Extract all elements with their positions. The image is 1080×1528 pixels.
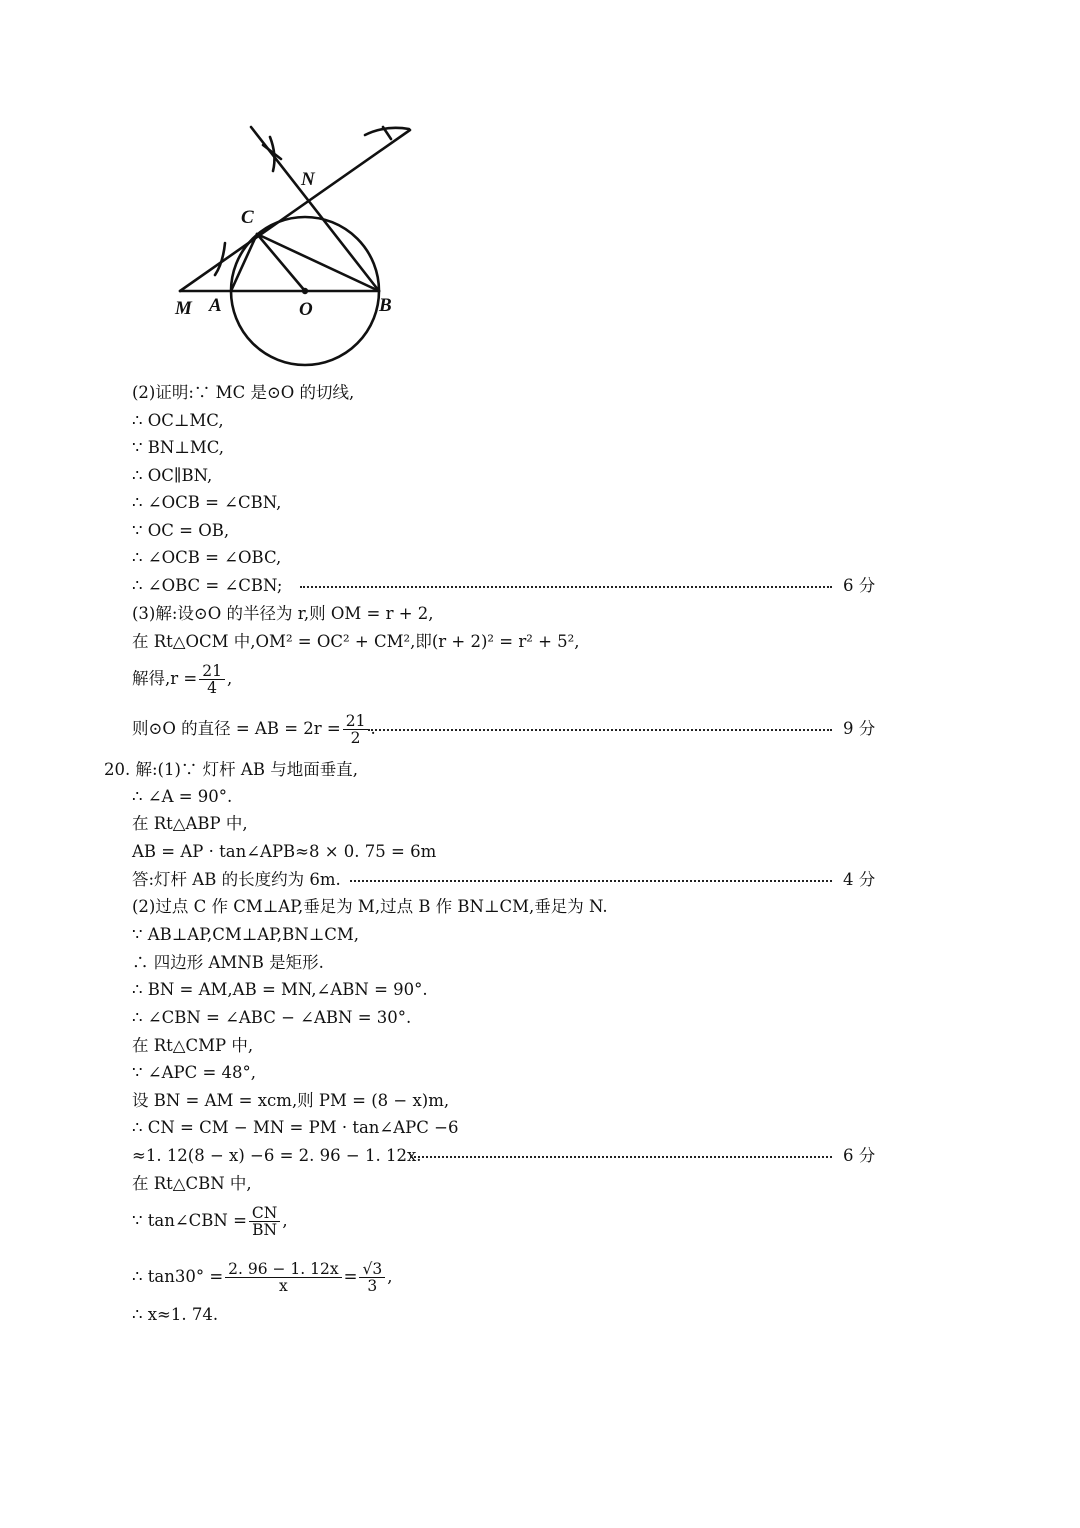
text-line (0, 1087, 1080, 1115)
fraction (249, 1205, 280, 1239)
solution-line: 在 Rt△CMP 中, (132, 1036, 254, 1055)
solution-line: 在 Rt△ABP 中, (132, 814, 248, 833)
proof-line: (2)证明:∵ MC 是⊙O 的切线, (132, 383, 355, 402)
text-line (0, 1032, 1080, 1060)
solution-line: ∵ ∠APC = 48°, (132, 1063, 257, 1082)
solution-line (132, 1252, 392, 1302)
numerator: CN (249, 1205, 280, 1222)
expr-text: 解得,r = (132, 669, 198, 688)
text-line (0, 600, 1080, 628)
dotted-leader (300, 586, 832, 588)
score-label: 6 分 (843, 576, 876, 595)
expr-text: , (282, 1211, 288, 1230)
label-c: C (241, 207, 254, 228)
circle-tangent-diagram (165, 115, 430, 375)
label-o: O (299, 299, 313, 320)
solution-line: 答:灯杆 AB 的长度约为 6m. (132, 870, 341, 889)
text-line (0, 379, 1080, 407)
fraction (199, 663, 225, 697)
proof-line: ∵ BN⊥MC, (132, 438, 224, 457)
dotted-leader (350, 880, 832, 882)
solution-line: ∴ CN = CM − MN = PM · tan∠APC −6 (132, 1118, 459, 1137)
text-line (0, 756, 1080, 784)
label-n: N (301, 169, 315, 190)
line-ca (231, 234, 257, 291)
proof-line: ∴ OC⊥MC, (132, 411, 224, 430)
label-a: A (209, 295, 222, 316)
text-line (0, 704, 1080, 754)
proof-line: ∴ ∠OBC = ∠CBN; (132, 576, 283, 595)
score-label: 9 分 (843, 719, 876, 738)
text-line (0, 921, 1080, 949)
question-header: 20. 解:(1)∵ 灯杆 AB 与地面垂直, (104, 760, 358, 779)
center-dot (302, 288, 308, 294)
label-b: B (379, 295, 392, 316)
solution-line: (2)过点 C 作 CM⊥AP,垂足为 M,过点 B 作 BN⊥CM,垂足为 N. (132, 897, 608, 916)
fraction (359, 1261, 385, 1295)
denominator: 4 (207, 679, 217, 697)
text-line (0, 1114, 1080, 1142)
expr-text: ∵ tan∠CBN = (132, 1211, 247, 1230)
text-line (0, 407, 1080, 435)
solution-line: ∴ ∠A = 90°. (132, 787, 233, 806)
solution-line: 在 Rt△OCM 中,OM² = OC² + CM²,即(r + 2)² = r² + 5², (132, 632, 580, 651)
solution-line: ∴ ∠CBN = ∠ABC − ∠ABN = 30°. (132, 1008, 412, 1027)
text-line (0, 1196, 1080, 1246)
numerator: 2. 96 − 1. 12x (225, 1261, 341, 1278)
solution-line (132, 1196, 288, 1246)
denominator: BN (252, 1221, 278, 1239)
solution-line: ∵ AB⊥AP,CM⊥AP,BN⊥CM, (132, 925, 360, 944)
proof-line: ∴ OC∥BN, (132, 466, 213, 485)
denominator: 3 (367, 1277, 378, 1295)
solution-line: (3)解:设⊙O 的半径为 r,则 OM = r + 2, (132, 604, 434, 623)
solution-line: ∴ 四边形 AMNB 是矩形. (132, 953, 324, 972)
numerator: √3 (359, 1261, 385, 1278)
text-line (0, 1142, 1080, 1170)
text-line (0, 1170, 1080, 1198)
text-line (0, 1059, 1080, 1087)
denominator: x (279, 1277, 288, 1295)
text-line (0, 628, 1080, 656)
line-co (257, 234, 305, 291)
denominator: 2 (350, 729, 361, 747)
dotted-leader (368, 729, 832, 731)
expr-text: , (226, 669, 233, 688)
text-line (0, 544, 1080, 572)
geometry-figure (165, 115, 430, 375)
text-line (0, 893, 1080, 921)
proof-line: ∵ OC = OB, (132, 521, 230, 540)
text-line (0, 517, 1080, 545)
expr-text: . (370, 719, 376, 738)
text-line (0, 838, 1080, 866)
proof-line: ∴ ∠OCB = ∠OBC, (132, 548, 282, 567)
text-line (0, 810, 1080, 838)
text-line (0, 462, 1080, 490)
expr-text: ∴ tan30° = (132, 1267, 224, 1286)
proof-line: ∴ ∠OCB = ∠CBN, (132, 493, 282, 512)
text-line (0, 949, 1080, 977)
text-line (0, 654, 1080, 704)
text-line (0, 1004, 1080, 1032)
label-m: M (175, 298, 192, 319)
score-label: 4 分 (843, 870, 876, 889)
text-line (0, 976, 1080, 1004)
solution-line (132, 654, 232, 704)
text-line (0, 1252, 1080, 1302)
expr-text: , (387, 1267, 393, 1286)
text-line (0, 434, 1080, 462)
fraction (343, 713, 369, 747)
fraction (225, 1261, 341, 1295)
expr-text: 则⊙O 的直径 = AB = 2r = (132, 719, 341, 738)
text-line (0, 489, 1080, 517)
numerator: 21 (199, 663, 225, 680)
score-label: 6 分 (843, 1146, 876, 1165)
solution-line: ≈1. 12(8 − x) −6 = 2. 96 − 1. 12x. (132, 1146, 422, 1165)
solution-line: ∴ BN = AM,AB = MN,∠ABN = 90°. (132, 980, 428, 999)
solution-line: 设 BN = AM = xcm,则 PM = (8 − x)m, (132, 1091, 450, 1110)
expr-text: = (343, 1267, 358, 1286)
solution-line: ∴ x≈1. 74. (132, 1305, 219, 1324)
solution-line: 在 Rt△CBN 中, (132, 1174, 252, 1193)
text-line (0, 572, 1080, 600)
dotted-leader (410, 1156, 832, 1158)
solution-line: AB = AP · tan∠APB≈8 × 0. 75 = 6m (132, 842, 437, 861)
text-line (0, 866, 1080, 894)
text-line (0, 783, 1080, 811)
numerator: 21 (343, 713, 369, 730)
text-line (0, 1301, 1080, 1329)
solution-line (132, 704, 376, 754)
